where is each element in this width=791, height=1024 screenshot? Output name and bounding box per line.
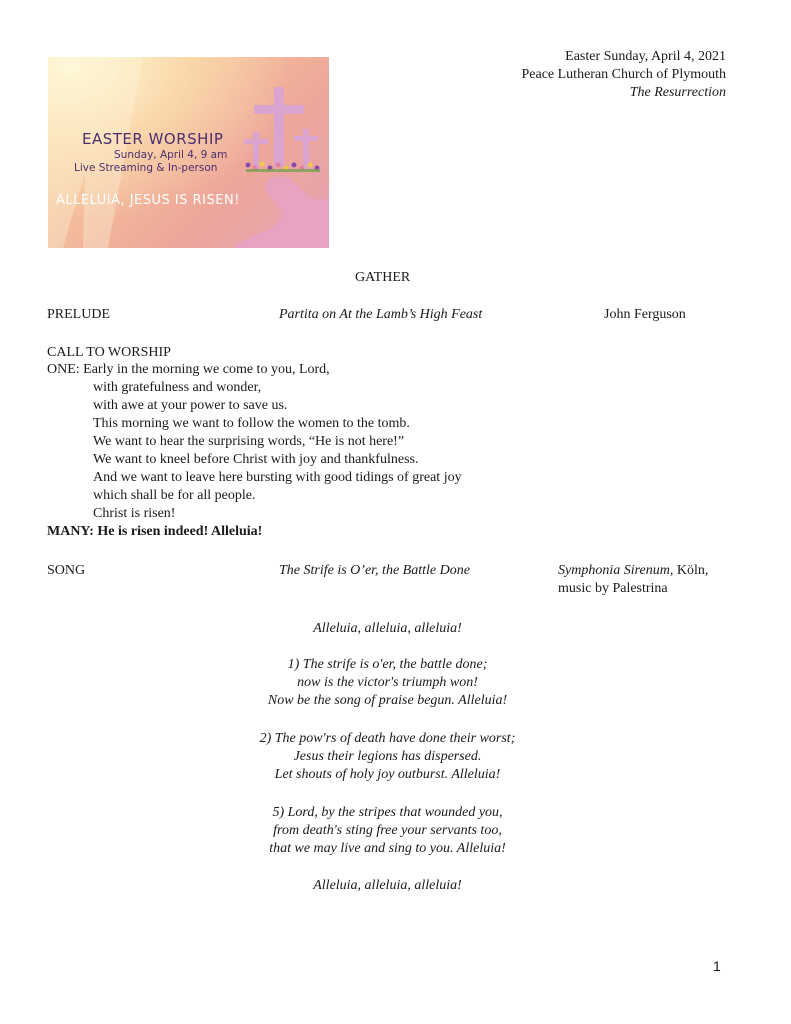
song-music-credit: music by Palestrina: [558, 581, 668, 596]
banner-mode: Live Streaming & In-person: [74, 162, 218, 174]
one-line-6: We want to kneel before Christ with joy and thankfulness.: [93, 452, 419, 467]
banner-date: Sunday, April 4, 9 am: [114, 149, 228, 161]
one-line-5: We want to hear the surprising words, “He is not here!”: [93, 434, 405, 449]
crosses-icon: [244, 87, 318, 170]
section-heading-gather: GATHER: [355, 270, 411, 285]
song-source-tune: Symphonia Sirenum: [558, 563, 670, 578]
one-line-3: with awe at your power to save us.: [93, 398, 288, 413]
church-name: Peace Lutheran Church of Plymouth: [521, 67, 726, 82]
path-shape: [233, 177, 329, 248]
prelude-composer: John Ferguson: [604, 307, 686, 322]
one-line-8: which shall be for all people.: [93, 488, 256, 503]
page-number: 1: [713, 958, 721, 974]
one-line-7: And we want to leave here bursting with good tidings of great joy: [93, 470, 462, 485]
verse-5-line-1: 5) Lord, by the stripes that wounded you,: [272, 805, 503, 820]
one-line-2: with gratefulness and wonder,: [93, 380, 262, 395]
one-line-4: This morning we want to follow the women to the tomb.: [93, 416, 410, 431]
verse-5-line-2: from death's sting free your servants too,: [273, 823, 502, 838]
song-label: SONG: [47, 563, 86, 578]
hymn-verse-2: [190, 730, 585, 784]
song-source: [558, 563, 708, 579]
hymn-refrain: Alleluia, alleluia, alleluia!: [313, 621, 462, 636]
verse-2-line-3: Let shouts of holy joy outburst. Alleluia!: [274, 767, 501, 782]
song-title: The Strife is O’er, the Battle Done: [279, 563, 470, 578]
verse-1-line-1: 1) The strife is o'er, the battle done;: [287, 657, 488, 672]
song-source-place: , Köln,: [669, 563, 709, 578]
service-theme: The Resurrection: [629, 85, 726, 100]
banner-tagline: ALLELUIA, JESUS IS RISEN!: [56, 193, 240, 208]
prelude-title: Partita on At the Lamb’s High Feast: [279, 307, 483, 322]
easter-banner-image: [48, 57, 329, 248]
hymn-refrain-end: Alleluia, alleluia, alleluia!: [313, 878, 462, 893]
verse-1-line-3: Now be the song of praise begun. Alleluia!: [267, 693, 508, 708]
service-date: Easter Sunday, April 4, 2021: [565, 49, 726, 64]
hymn-verse-5: [190, 804, 585, 858]
hymn-verse-1: [190, 656, 585, 710]
call-to-worship-heading: CALL TO WORSHIP: [47, 345, 171, 360]
prelude-label: PRELUDE: [47, 307, 110, 322]
verse-5-line-3: that we may live and sing to you. Alleluia!: [269, 841, 506, 856]
verse-2-line-1: 2) The pow'rs of death have done their worst;: [259, 731, 516, 746]
verse-2-line-2: Jesus their legions has dispersed.: [293, 749, 482, 764]
many-response: MANY: He is risen indeed! Alleluia!: [47, 524, 263, 539]
one-line-9: Christ is risen!: [93, 506, 176, 521]
verse-1-line-2: now is the victor's triumph won!: [297, 675, 478, 690]
one-line-1: ONE: Early in the morning we come to you, Lord,: [47, 362, 330, 377]
banner-title: EASTER WORSHIP: [82, 130, 224, 148]
